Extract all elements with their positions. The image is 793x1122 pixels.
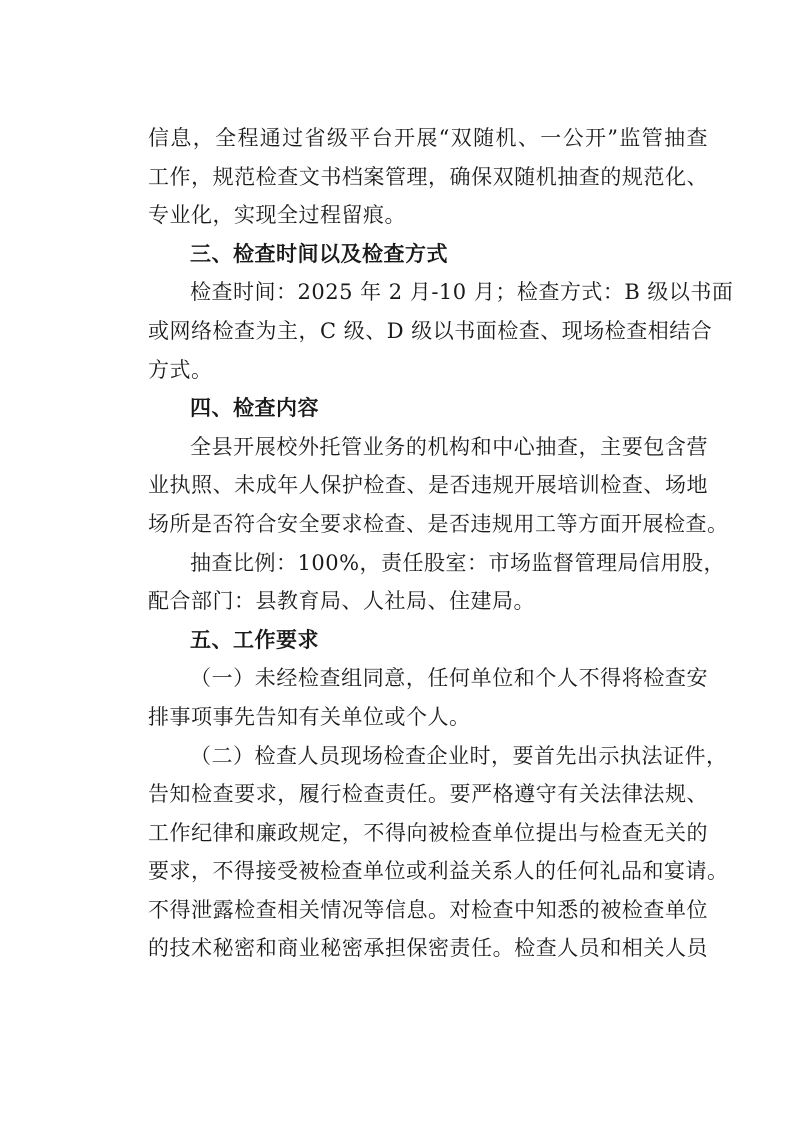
text-line: 的技术秘密和商业秘密承担保密责任。检查人员和相关人员: [148, 936, 708, 961]
text-line: 方式。: [148, 357, 213, 382]
text-line: 抽查比例：100%，责任股室：市场监督管理局信用股，: [190, 550, 726, 575]
text-line: 信息，全程通过省级平台开展“双随机、一公开”监管抽查: [148, 126, 708, 150]
text-line: 检查时间：2025 年 2 月-10 月；检查方式：B 级以书面: [190, 280, 734, 305]
section-heading: 四、检查内容: [190, 396, 319, 421]
text-line: 全县开展校外托管业务的机构和中心抽查，主要包含营: [190, 434, 708, 459]
text-line: 业执照、未成年人保护检查、是否违规开展培训检查、场地: [148, 473, 708, 498]
document-body: [148, 119, 734, 968]
text-line: 告知检查要求，履行检查责任。要严格遵守有关法律法规、: [148, 782, 708, 807]
section-heading: 三、检查时间以及检查方式: [190, 241, 448, 266]
text-line: 场所是否符合安全要求检查、是否违规用工等方面开展检查。: [148, 511, 729, 536]
text-line: 工作，规范检查文书档案管理，确保双随机抽查的规范化、: [148, 164, 708, 189]
text-line: （一）未经检查组同意，任何单位和个人不得将检查安: [190, 666, 708, 691]
text-line: 工作纪律和廉政规定，不得向被检查单位提出与检查无关的: [148, 820, 708, 845]
text-line: 或网络检查为主，C 级、D 级以书面检查、现场检查相结合: [148, 318, 713, 343]
section-heading: 五、工作要求: [190, 627, 319, 652]
text-line: 配合部门：县教育局、人社局、住建局。: [148, 589, 535, 614]
text-line: 排事项事先告知有关单位或个人。: [148, 704, 471, 729]
text-line: （二）检查人员现场检查企业时，要首先出示执法证件，: [190, 743, 728, 768]
text-line: 要求，不得接受被检查单位或利益关系人的任何礼品和宴请。: [148, 859, 729, 884]
text-line: 专业化，实现全过程留痕。: [148, 203, 406, 228]
text-line: 不得泄露检查相关情况等信息。对检查中知悉的被检查单位: [148, 897, 708, 922]
